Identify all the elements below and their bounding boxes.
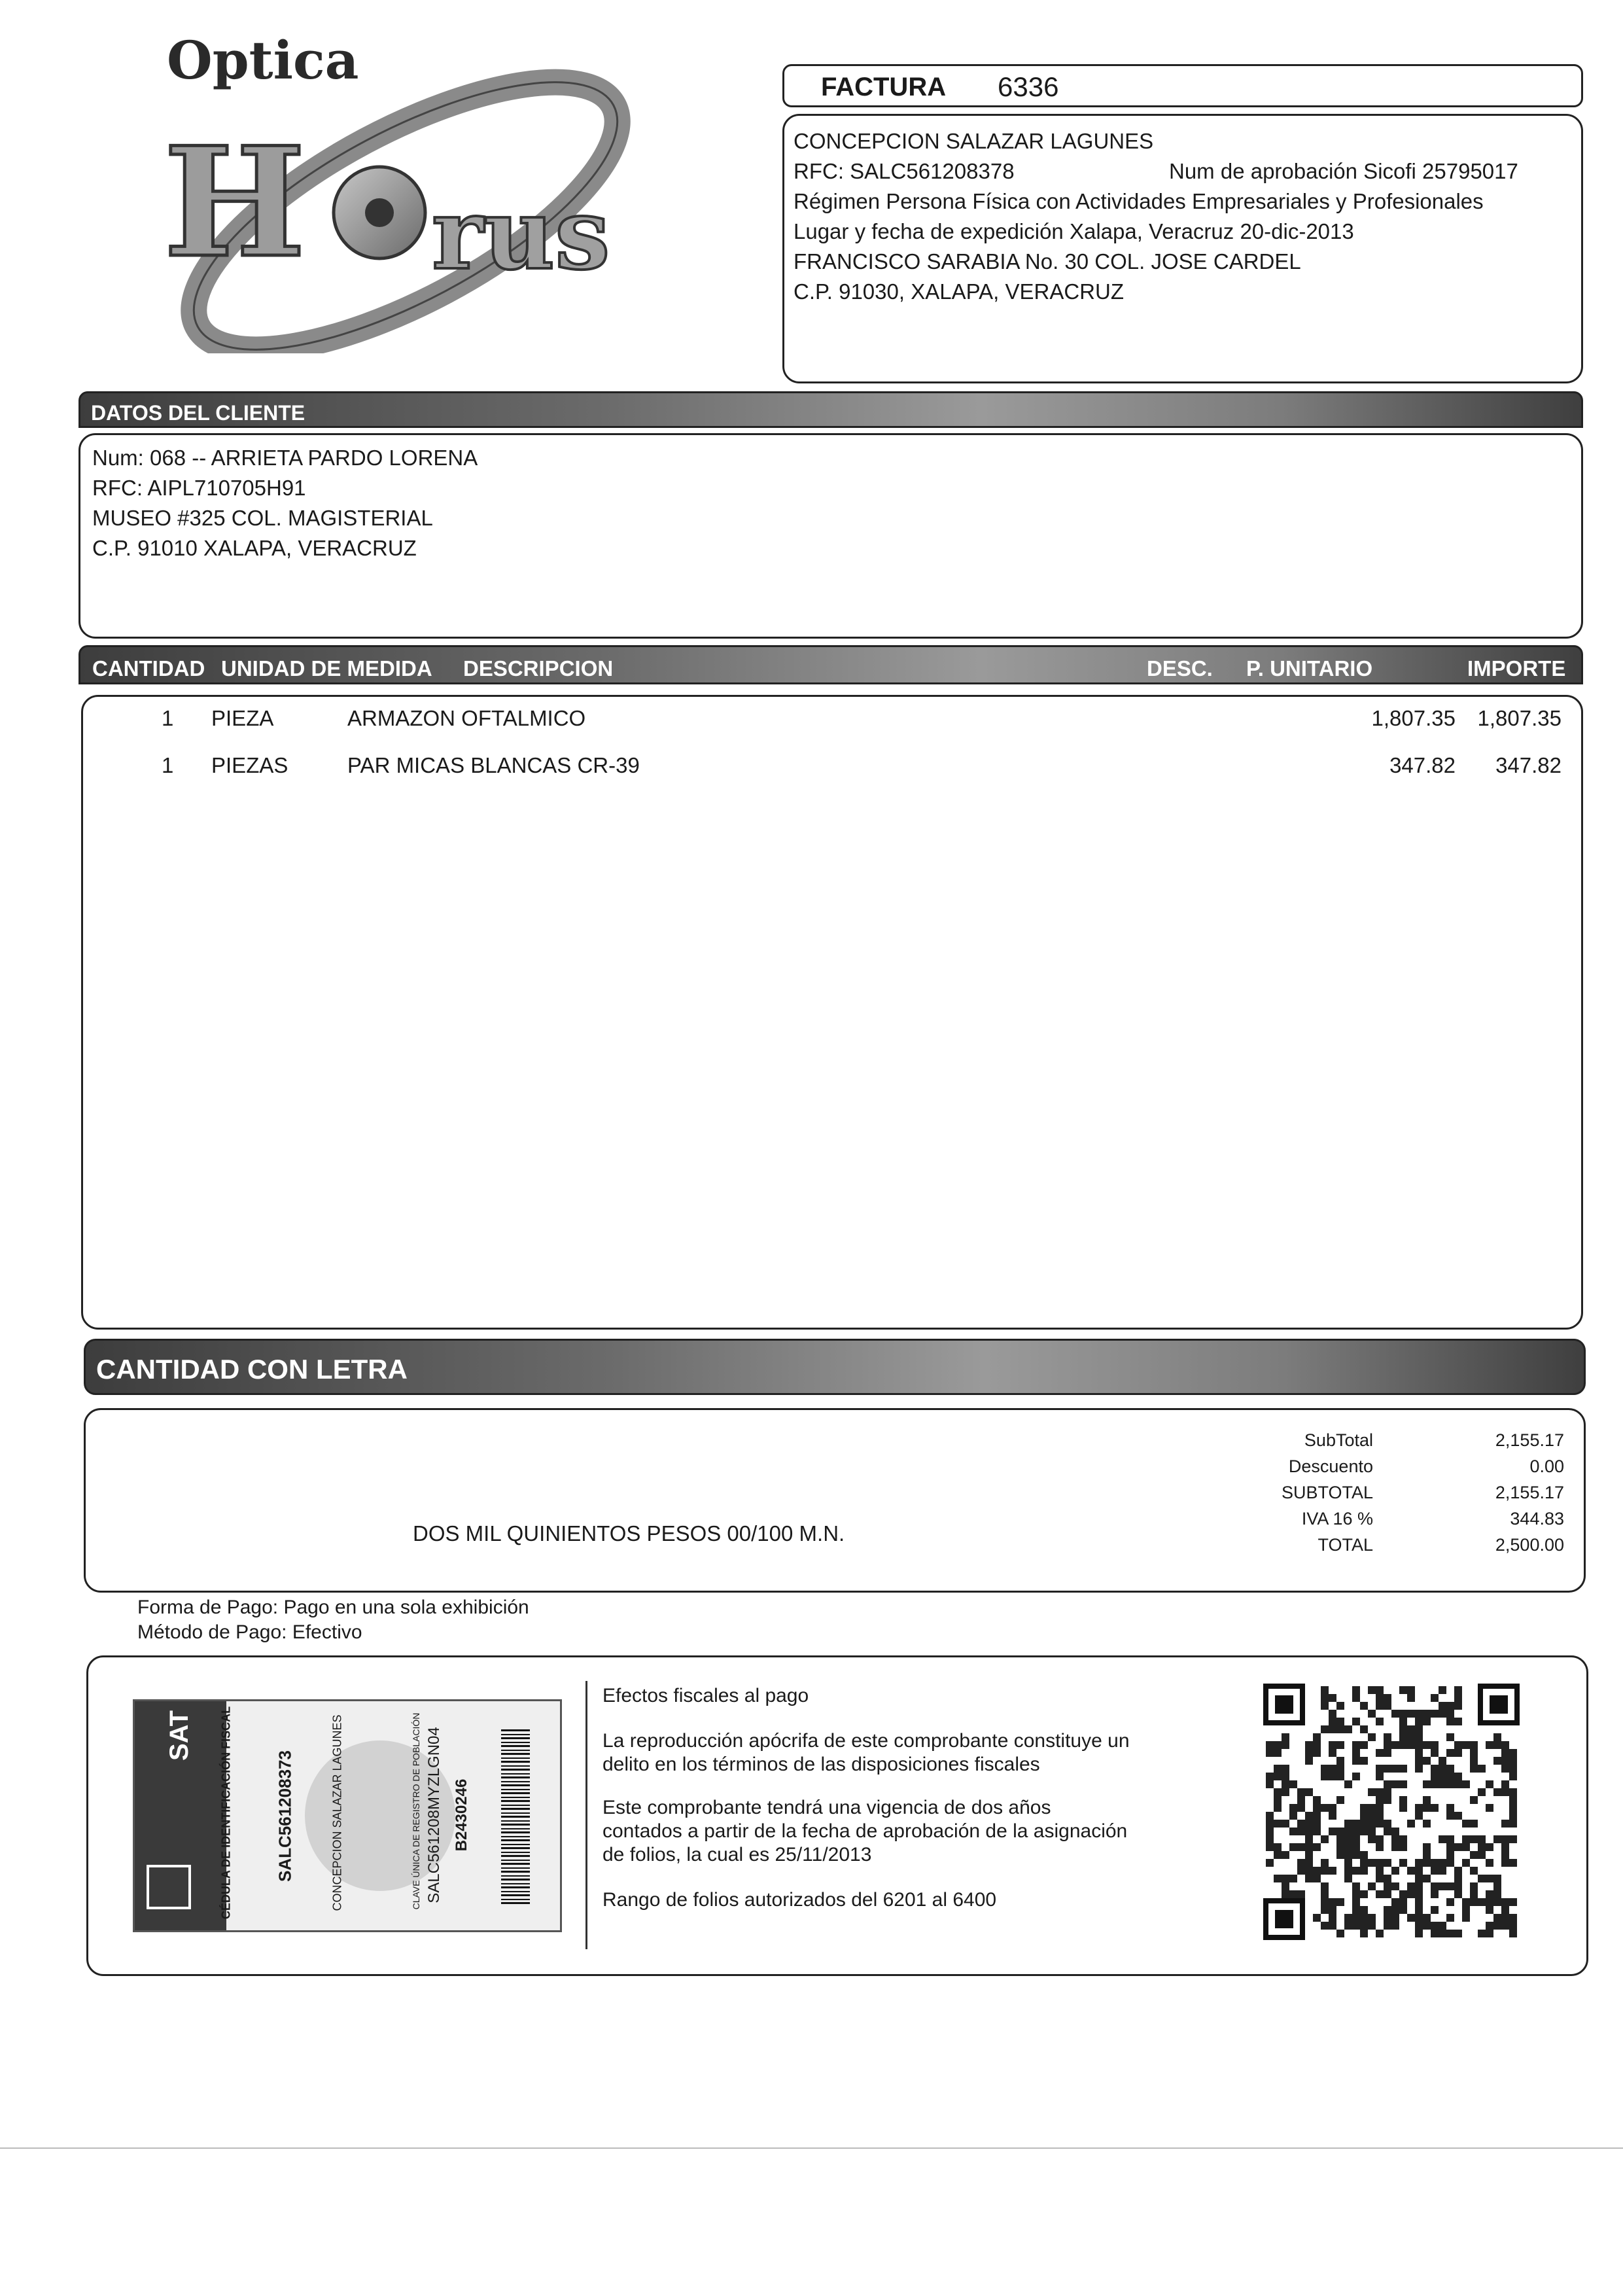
cedula-name: CONCEPCION SALAZAR LAGUNES <box>330 1714 344 1911</box>
cedula-grid-icon <box>147 1865 191 1909</box>
item-qty: 1 <box>162 706 174 730</box>
qr-code-image <box>1263 1684 1520 1940</box>
iva-label: IVA 16 % <box>1301 1509 1373 1528</box>
item-desc: PAR MICAS BLANCAS CR-39 <box>347 753 640 777</box>
issuer-name: CONCEPCION SALAZAR LAGUNES <box>794 129 1154 153</box>
words-header-bar <box>84 1339 1586 1395</box>
payment-method: Método de Pago: Efectivo <box>137 1621 362 1643</box>
subtotal-label: SubTotal <box>1304 1430 1373 1450</box>
totals-box <box>84 1408 1586 1593</box>
issuer-regime: Régimen Persona Física con Actividades Empresariales y Profesionales <box>794 189 1484 213</box>
amount-in-words: DOS MIL QUINIENTOS PESOS 00/100 M.N. <box>413 1521 845 1545</box>
table-row <box>83 703 1581 733</box>
total-value: 2,500.00 <box>1495 1535 1564 1555</box>
fiscal-effects: Efectos fiscales al pago <box>602 1685 809 1706</box>
issuer-city: C.P. 91030, XALAPA, VERACRUZ <box>794 279 1125 304</box>
fiscal-divider <box>585 1681 587 1949</box>
svg-text:H: H <box>164 115 306 291</box>
invoice-number: 6336 <box>998 71 1059 102</box>
col-amount: IMPORTE <box>1467 656 1566 680</box>
issuer-place-date: Lugar y fecha de expedición Xalapa, Veracruz 20-dic-2013 <box>794 219 1354 243</box>
item-unit: PIEZAS <box>211 753 288 777</box>
client-city: C.P. 91010 XALAPA, VERACRUZ <box>92 536 417 560</box>
cedula-fiscal-image <box>133 1699 562 1932</box>
client-box <box>79 433 1583 639</box>
cedula-curp: SALC561208MYZLGN04 <box>425 1727 443 1903</box>
item-qty: 1 <box>162 753 174 777</box>
client-rfc: RFC: AIPL710705H91 <box>92 476 306 500</box>
invoice-number-box <box>782 64 1583 107</box>
issuer-address: FRANCISCO SARABIA No. 30 COL. JOSE CARDEL <box>794 249 1301 274</box>
cedula-barcode <box>501 1727 530 1904</box>
fiscal-validity-3: de folios, la cual es 25/11/2013 <box>602 1844 872 1865</box>
totals-values <box>1495 1427 1564 1558</box>
item-amount: 347.82 <box>1495 753 1562 777</box>
fiscal-reproduction-1: La reproducción apócrifa de este comprobante constituye un <box>602 1730 1130 1752</box>
cedula-title: CÉDULA DE IDENTIFICACIÓN FISCAL <box>219 1706 233 1920</box>
col-unit-price: P. UNITARIO <box>1246 656 1373 680</box>
client-header-bar <box>79 391 1583 428</box>
subtotal-value: 2,155.17 <box>1495 1430 1564 1450</box>
cedula-curp-label: CLAVE ÚNICA DE REGISTRO DE POBLACIÓN <box>411 1712 421 1910</box>
discount-label: Descuento <box>1288 1457 1373 1476</box>
table-row <box>83 751 1581 781</box>
total-label: TOTAL <box>1318 1535 1373 1555</box>
col-discount: DESC. <box>1147 656 1213 680</box>
cedula-sat-band <box>135 1701 226 1930</box>
fiscal-reproduction-2: delito en los términos de las disposiciones fiscales <box>602 1754 1040 1775</box>
fiscal-validity-1: Este comprobante tendrá una vigencia de dos años <box>602 1797 1051 1818</box>
payment-form: Forma de Pago: Pago en una sola exhibición <box>137 1597 529 1618</box>
cedula-folio: B2430246 <box>453 1778 470 1852</box>
totals-labels <box>1282 1427 1373 1558</box>
iva-value: 344.83 <box>1510 1509 1564 1528</box>
client-header: DATOS DEL CLIENTE <box>91 401 305 425</box>
items-box <box>81 695 1583 1330</box>
item-unit: PIEZA <box>211 706 274 730</box>
items-header-bar <box>79 645 1583 684</box>
scan-edge-line <box>0 2147 1623 2149</box>
item-unit-price: 1,807.35 <box>1371 706 1456 730</box>
fiscal-range: Rango de folios autorizados del 6201 al 6400 <box>602 1889 997 1911</box>
issuer-approval: Num de aprobación Sicofi 25795017 <box>1169 159 1518 183</box>
client-num: Num: 068 -- ARRIETA PARDO LORENA <box>92 446 478 470</box>
client-address: MUSEO #325 COL. MAGISTERIAL <box>92 506 433 530</box>
subtotal2-value: 2,155.17 <box>1495 1483 1564 1502</box>
cedula-sat: SAT <box>165 1710 194 1761</box>
issuer-rfc: RFC: SALC561208378 <box>794 159 1015 183</box>
col-qty: CANTIDAD <box>92 656 205 680</box>
fiscal-box <box>86 1655 1588 1976</box>
cedula-rfc: SALC561208373 <box>275 1750 295 1882</box>
logo-word-optica: Optica <box>167 29 359 91</box>
col-desc: DESCRIPCION <box>463 656 614 680</box>
subtotal2-label: SUBTOTAL <box>1281 1483 1373 1502</box>
discount-value: 0.00 <box>1529 1457 1564 1476</box>
item-desc: ARMAZON OFTALMICO <box>347 706 586 730</box>
item-amount: 1,807.35 <box>1477 706 1562 730</box>
svg-text:rus: rus <box>432 177 610 292</box>
item-unit-price: 347.82 <box>1389 753 1456 777</box>
col-unit: UNIDAD DE MEDIDA <box>221 656 432 680</box>
invoice-label: FACTURA <box>821 73 947 101</box>
fiscal-validity-2: contados a partir de la fecha de aprobación de la asignación <box>602 1820 1128 1842</box>
words-header: CANTIDAD CON LETRA <box>96 1354 408 1385</box>
issuer-box <box>782 114 1583 383</box>
